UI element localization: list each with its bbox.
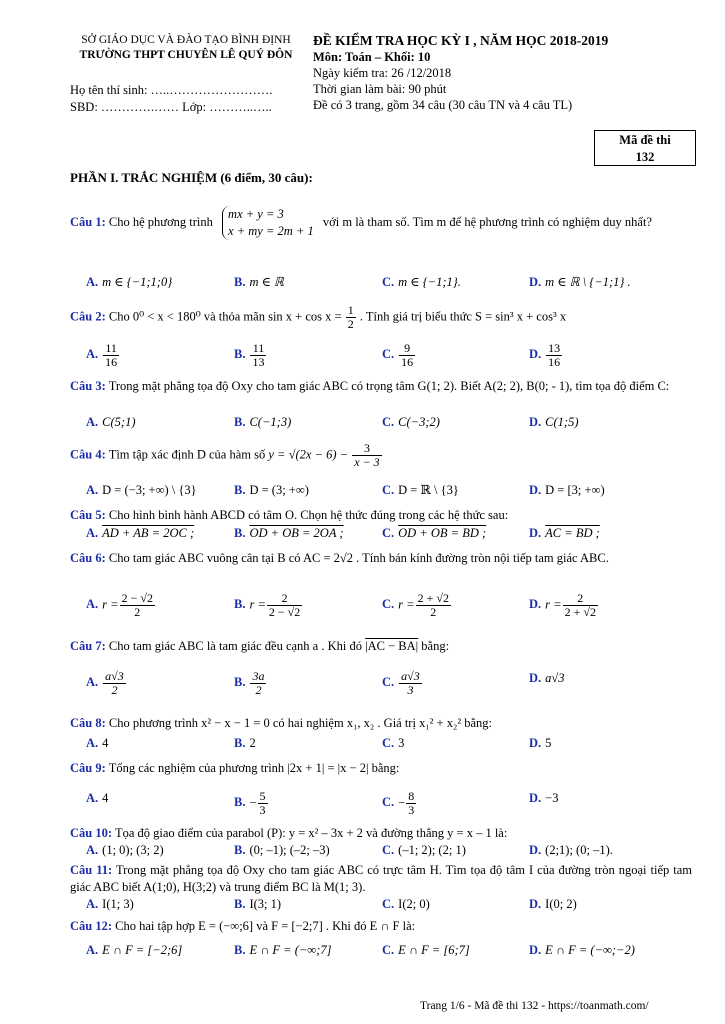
department-name: SỞ GIÁO DỤC VÀ ĐÀO TẠO BÌNH ĐỊNH	[81, 34, 291, 46]
answer-d[interactable]: D. r = $\frac{2}{2 + √2}$	[529, 591, 596, 619]
question-label: Câu 5:	[70, 508, 106, 522]
answer-d[interactable]: D. C(1;5)	[529, 415, 579, 429]
answer-c[interactable]: C. $\frac{a√3}{3}$	[382, 669, 420, 697]
part-title: PHẦN I. TRẮC NGHIỆM (6 điểm, 30 câu):	[70, 170, 313, 185]
question-5	[70, 507, 692, 524]
answer-a[interactable]: A. AD + AB = 2OC ;	[86, 526, 195, 540]
answer-d[interactable]: D. m ∈ ℝ \ {−1;1} .	[529, 275, 631, 289]
exam-title: ĐỀ KIỂM TRA HỌC KỲ I , NĂM HỌC 2018-2019	[313, 33, 609, 48]
exam-header	[313, 33, 713, 113]
question-6	[70, 550, 692, 567]
answer-b[interactable]: B. (0; –1); (–2; –3)	[234, 843, 330, 857]
answer-c[interactable]: C. m ∈ {−1;1}.	[382, 275, 461, 289]
question-text: Cho hình bình hành ABCD có tâm O. Chọn hệ thức đúng trong các hệ thức sau:	[108, 508, 509, 522]
question-9	[70, 760, 692, 777]
answer-c[interactable]: C. $\frac{9}{16}$	[382, 341, 414, 369]
question-label: Câu 3:	[70, 379, 106, 393]
answer-d[interactable]: D. I(0; 2)	[529, 897, 577, 911]
answer-a[interactable]: A. $\frac{11}{16}$	[86, 341, 118, 369]
question-text: với m là tham số. Tìm m để hệ phương trình có nghiệm duy nhất?	[322, 214, 652, 229]
question-text: Trong mặt phẳng tọa độ Oxy cho tam giác ABC có trực tâm H. Tìm tọa độ tâm I của đường tròn ngoại tiếp tam giác ABC biết A(1;0), H(3;2) và trung điểm BC là M(1; 3).	[70, 863, 693, 894]
question-text: Tọa độ giao điểm của parabol (P): y = x² – 3x + 2 và đường thẳng y = x – 1 là:	[114, 826, 508, 840]
answer-c[interactable]: C. r = $\frac{2 + √2}{2}$	[382, 591, 449, 619]
school-name: TRƯỜNG THPT CHUYÊN LÊ QUÝ ĐÔN	[79, 49, 293, 61]
answer-b[interactable]: B. 2	[234, 736, 256, 750]
equation: mx + y = 3	[228, 207, 284, 221]
question-4	[70, 442, 692, 469]
answer-d[interactable]: D. 5	[529, 736, 552, 750]
fraction: $\frac{3}{x - 3}$	[354, 441, 380, 469]
answer-c[interactable]: C. D = ℝ \ {3}	[382, 483, 459, 497]
answer-a[interactable]: A. r = $\frac{2 - √2}{2}$	[86, 591, 153, 619]
answer-b[interactable]: B. I(3; 1)	[234, 897, 282, 911]
answer-b[interactable]: B. − $\frac{5}{3}$	[234, 789, 266, 817]
student-id-line: SBD: ………….…… Lớp: ………..…..	[70, 100, 272, 114]
question-7	[70, 638, 692, 655]
question-text: bằng:	[421, 639, 450, 653]
answer-c[interactable]: C. (–1; 2); (2; 1)	[382, 843, 466, 857]
answer-b[interactable]: B. r = $\frac{2}{2 - √2}$	[234, 591, 301, 619]
question-1	[70, 206, 692, 240]
answer-a[interactable]: A. E ∩ F = [−2;6]	[86, 943, 183, 957]
question-label: Câu 1:	[70, 214, 106, 229]
question-text: Tổng các nghiệm của phương trình |2x + 1| = |x − 2| bằng:	[108, 761, 400, 775]
answer-c[interactable]: C. E ∩ F = [6;7]	[382, 943, 470, 957]
exam-pages: Đề có 3 trang, gồm 34 câu (30 câu TN và 4 câu TL)	[313, 98, 573, 112]
answer-c[interactable]: C. OD + OB = BD ;	[382, 526, 487, 540]
answer-a[interactable]: A. D = (−3; +∞) \ {3}	[86, 483, 197, 497]
question-label: Câu 11:	[70, 863, 113, 877]
question-text: Cho tam giác ABC là tam giác đều cạnh a . Khi đó	[108, 639, 362, 653]
question-label: Câu 10:	[70, 826, 113, 840]
exam-code-value: 132	[635, 150, 655, 164]
question-8	[70, 715, 692, 732]
exam-code-box	[594, 130, 696, 166]
answer-a[interactable]: A. 4	[86, 791, 109, 805]
function-expression: y = √(2x − 6) −	[268, 447, 349, 462]
equation: x + my = 2m + 1	[228, 224, 314, 238]
exam-duration: Thời gian làm bài: 90 phút	[313, 82, 447, 96]
question-text: Cho tam giác ABC vuông cân tại B có AC = 2√2 . Tính bán kính đường tròn nội tiếp tam giác ABC.	[108, 551, 609, 565]
question-text: Cho hệ phương trình	[108, 214, 213, 229]
question-label: Câu 9:	[70, 761, 106, 775]
question-12	[70, 918, 692, 935]
question-text: . Tính giá trị biểu thức S = sin³ x + cos³ x	[359, 309, 567, 324]
answer-d[interactable]: D. $\frac{13}{16}$	[529, 341, 561, 369]
question-2	[70, 304, 692, 331]
answer-b[interactable]: B. D = (3; +∞)	[234, 483, 309, 497]
answer-a[interactable]: A. (1; 0); (3; 2)	[86, 843, 164, 857]
question-label: Câu 6:	[70, 551, 106, 565]
answer-d[interactable]: D. D = [3; +∞)	[529, 483, 605, 497]
student-info	[70, 82, 272, 116]
answer-a[interactable]: A. m ∈ {−1;1;0}	[86, 275, 173, 289]
answer-a[interactable]: A. $\frac{a√3}{2}$	[86, 669, 124, 697]
answer-c[interactable]: C. 3	[382, 736, 405, 750]
exam-subject: Môn: Toán – Khối: 10	[313, 50, 431, 64]
answer-c[interactable]: C. − $\frac{8}{3}$	[382, 789, 415, 817]
answer-a[interactable]: A. 4	[86, 736, 109, 750]
answer-d[interactable]: D. E ∩ F = (−∞;−2)	[529, 943, 635, 957]
page-footer: Trang 1/6 - Mã đề thi 132 - https://toanmath.com/	[420, 1000, 649, 1012]
answer-c[interactable]: C. I(2; 0)	[382, 897, 430, 911]
exam-date: Ngày kiểm tra: 26 /12/2018	[313, 66, 452, 80]
school-header	[66, 33, 306, 63]
answer-b[interactable]: B. $\frac{3a}{2}$	[234, 669, 265, 697]
answer-d[interactable]: D. −3	[529, 791, 559, 805]
question-text: Cho phương trình x² − x − 1 = 0 có hai nghiệm x₁, x₂ . Giá trị x₁² + x₂² bằng:	[108, 716, 492, 730]
question-label: Câu 2:	[70, 309, 106, 324]
question-label: Câu 8:	[70, 716, 106, 730]
question-label: Câu 7:	[70, 639, 106, 653]
equation-system	[222, 206, 314, 240]
question-11	[70, 862, 692, 896]
question-text: Trong mặt phẳng tọa độ Oxy cho tam giác ABC có trọng tâm G(1; 2). Biết A(2; 2), B(0; - 1), tìm tọa độ điểm C:	[108, 379, 670, 393]
question-text: Cho hai tập hợp E = (−∞;6] và F = [−2;7] . Khi đó E ∩ F là:	[115, 919, 416, 933]
answer-b[interactable]: B. OD + OB = 2OA ;	[234, 526, 344, 540]
question-text: Tìm tập xác định D của hàm số	[108, 447, 266, 462]
answer-d[interactable]: D. (2;1); (0; –1).	[529, 843, 613, 857]
question-label: Câu 12:	[70, 919, 113, 933]
exam-code-label: Mã đề thi	[619, 133, 671, 147]
question-text: Cho 0⁰ < x < 180⁰ và thỏa mãn sin x + cos x =	[108, 309, 342, 324]
student-name-line: Họ tên thí sinh: …..…………………….	[70, 83, 273, 97]
question-10	[70, 825, 692, 842]
answer-d[interactable]: D. AC = BD ;	[529, 526, 600, 540]
answer-b[interactable]: B. C(−1;3)	[234, 415, 292, 429]
answer-a[interactable]: A. I(1; 3)	[86, 897, 134, 911]
answer-c[interactable]: C. C(−3;2)	[382, 415, 440, 429]
fraction: $\frac{1}{2}$	[347, 303, 354, 331]
answer-b[interactable]: B. m ∈ ℝ	[234, 275, 284, 289]
question-3	[70, 378, 692, 395]
vector-expression: |AC − BA|	[365, 639, 419, 653]
answer-d[interactable]: D. a√3	[529, 671, 565, 685]
question-label: Câu 4:	[70, 447, 106, 462]
answer-b[interactable]: B. $\frac{11}{13}$	[234, 341, 265, 369]
answer-a[interactable]: A. C(5;1)	[86, 415, 136, 429]
answer-b[interactable]: B. E ∩ F = (−∞;7]	[234, 943, 332, 957]
